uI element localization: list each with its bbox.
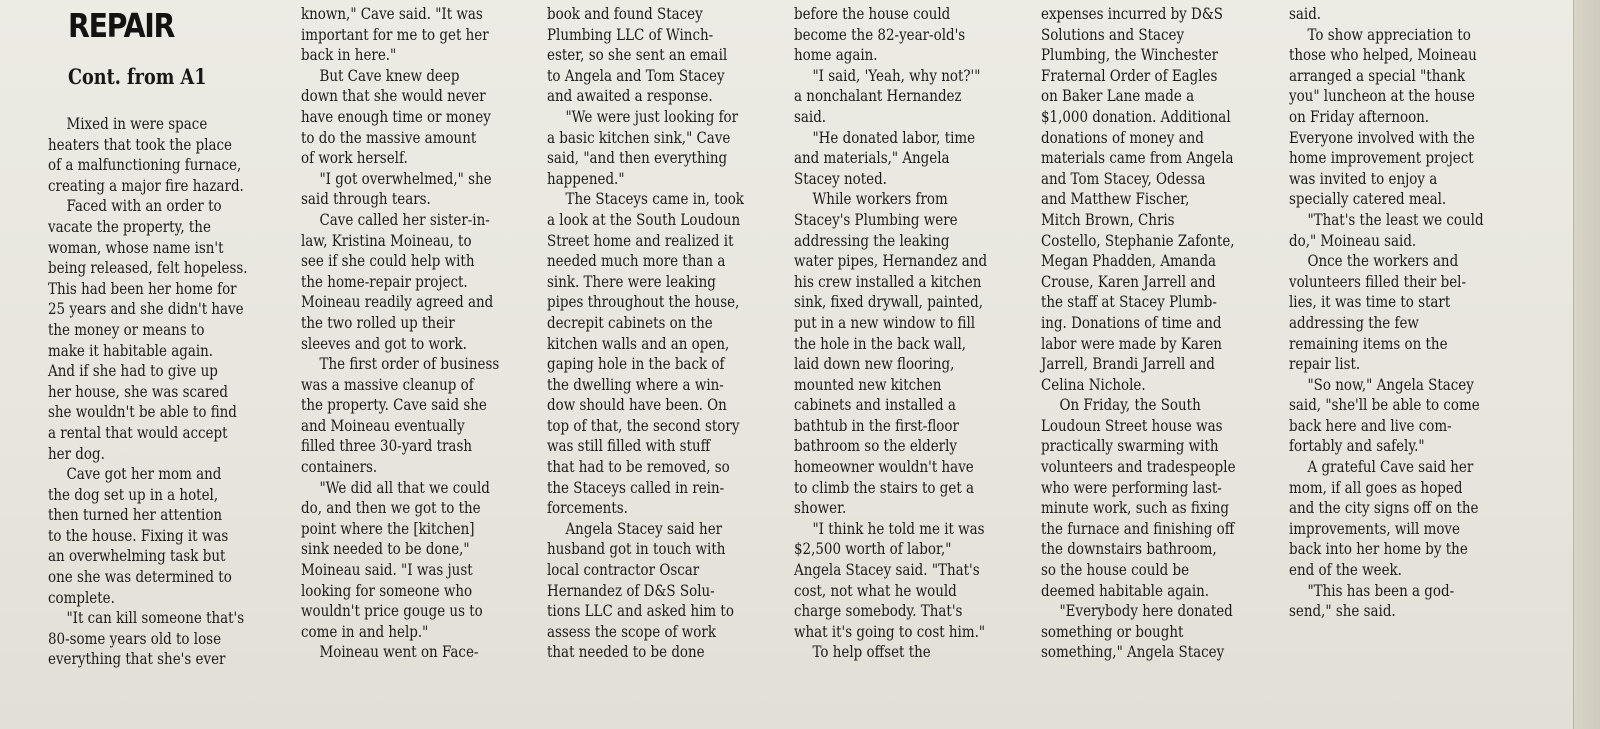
text-line: expenses incurred by D&S — [1041, 4, 1224, 23]
text-line: and materials," Angela — [794, 148, 950, 168]
text-line: was a massive cleanup of — [301, 374, 474, 394]
article-column-2 — [301, 4, 543, 663]
text-line: that needed to be done — [547, 642, 705, 662]
text-line: sleeves and got to work. — [301, 333, 467, 353]
text-line: book and found Stacey — [547, 4, 703, 23]
text-line: come in and help." — [301, 621, 429, 641]
text-line: Plumbing LLC of Winch- — [547, 24, 714, 44]
text-line: $1,000 donation. Additional — [1041, 106, 1231, 126]
text-line: and awaited a response. — [547, 86, 713, 106]
text-line: filled three 30-yard trash — [301, 436, 472, 456]
text-line: heaters that took the place — [48, 134, 232, 154]
text-line: home improvement project — [1289, 148, 1474, 168]
text-line: mom, if all goes as hoped — [1289, 477, 1463, 497]
text-line: Hernandez of D&S Solu- — [547, 580, 715, 600]
text-line: "I got overwhelmed," she — [319, 168, 492, 188]
text-line: back in here." — [301, 45, 397, 65]
text-line: To help offset the — [812, 642, 931, 662]
text-line: the downstairs bathroom, — [1041, 539, 1217, 559]
text-line: "It can kill someone that's — [66, 608, 245, 628]
text-line: cabinets and installed a — [794, 395, 956, 415]
text-line: become the 82-year-old's — [794, 24, 966, 44]
text-line: see if she could help with — [301, 251, 475, 271]
text-line: "Everybody here donated — [1059, 601, 1233, 621]
article-column-5 — [1041, 4, 1283, 663]
text-line: On Friday, the South — [1059, 395, 1201, 415]
text-line: law, Kristina Moineau, to — [301, 230, 472, 250]
text-line: shower. — [794, 498, 847, 518]
text-line: back here and live com- — [1289, 415, 1452, 435]
text-line: before the house could — [794, 4, 951, 23]
text-line: she wouldn't be able to find — [48, 402, 237, 422]
text-line: husband got in touch with — [547, 539, 726, 559]
text-line: the home-repair project. — [301, 271, 468, 291]
text-line: the property. Cave said she — [301, 395, 487, 415]
text-line: do, and then we got to the — [301, 498, 481, 518]
continuation-note: Cont. from A1 — [68, 64, 207, 89]
text-line: the two rolled up their — [301, 312, 455, 332]
text-line: do," Moineau said. — [1289, 230, 1417, 250]
text-line: charge somebody. That's — [794, 601, 963, 621]
text-line: And if she had to give up — [48, 361, 218, 381]
text-line: ing. Donations of time and — [1041, 312, 1222, 332]
text-line: Moineau readily agreed and — [301, 292, 494, 312]
text-line: Cave called her sister-in- — [319, 209, 490, 229]
text-line: something," Angela Stacey — [1041, 642, 1225, 662]
text-line: tions LLC and asked him to — [547, 601, 734, 621]
text-line: the Staceys called in rein- — [547, 477, 725, 497]
text-line: Solutions and Stacey — [1041, 24, 1185, 44]
text-line: Angela Stacey said. "That's — [794, 560, 980, 580]
text-line: addressing the few — [1289, 312, 1419, 332]
text-line: Street home and realized it — [547, 230, 734, 250]
text-line: Cave got her mom and — [66, 464, 222, 484]
text-line: "I said, 'Yeah, why not?'" — [812, 65, 981, 85]
text-line: gaping hole in the back of — [547, 354, 725, 374]
text-line: said. — [794, 106, 827, 126]
text-line: "That's the least we could — [1307, 209, 1484, 229]
text-line: improvements, will move — [1289, 518, 1460, 538]
text-line: volunteers filled their bel- — [1289, 271, 1466, 291]
text-line: arranged a special "thank — [1289, 65, 1466, 85]
text-line: assess the scope of work — [547, 621, 716, 641]
text-line: an overwhelming task but — [48, 546, 226, 566]
text-line: "I think he told me it was — [812, 518, 985, 538]
text-line: known," Cave said. "It was — [301, 4, 483, 23]
text-line: was invited to enjoy a — [1289, 168, 1438, 188]
text-line: a basic kitchen sink," Cave — [547, 127, 731, 147]
text-line: specially catered meal. — [1289, 189, 1447, 209]
text-line: a nonchalant Hernandez — [794, 86, 962, 106]
text-line: ester, so she sent an email — [547, 45, 728, 65]
text-line: bathroom so the elderly — [794, 436, 957, 456]
text-line: laid down new flooring, — [794, 354, 955, 374]
text-line: Jarrell, Brandi Jarrell and — [1041, 354, 1215, 374]
text-line: that had to be removed, so — [547, 457, 730, 477]
text-line: $2,500 worth of labor," — [794, 539, 952, 559]
text-line: The first order of business — [319, 354, 500, 374]
text-line: labor were made by Karen — [1041, 333, 1222, 353]
text-line: on Friday afternoon. — [1289, 106, 1430, 126]
text-line: end of the week. — [1289, 560, 1402, 580]
text-line: To show appreciation to — [1307, 24, 1471, 44]
text-line: said. — [1289, 4, 1322, 23]
text-line: This had been her home for — [48, 278, 237, 298]
text-line: home again. — [794, 45, 878, 65]
text-line: "So now," Angela Stacey — [1307, 374, 1474, 394]
text-line: the staff at Stacey Plumb- — [1041, 292, 1217, 312]
text-line: everything that she's ever — [48, 649, 226, 669]
text-line: pipes throughout the house, — [547, 292, 740, 312]
page-edge — [1573, 0, 1600, 729]
text-line: the dwelling where a win- — [547, 374, 724, 394]
text-line: so the house could be — [1041, 560, 1190, 580]
text-line: Loudoun Street house was — [1041, 415, 1223, 435]
text-line: her dog. — [48, 443, 105, 463]
text-line: While workers from — [812, 189, 948, 209]
text-line: Megan Phadden, Amanda — [1041, 251, 1217, 271]
text-line: and Moineau eventually — [301, 415, 465, 435]
text-line: make it habitable again. — [48, 340, 214, 360]
text-line: materials came from Angela — [1041, 148, 1234, 168]
text-line: those who helped, Moineau — [1289, 45, 1477, 65]
text-line: homeowner wouldn't have — [794, 457, 974, 477]
text-line: "He donated labor, time — [812, 127, 976, 147]
text-line: top of that, the second story — [547, 415, 740, 435]
article-column-1 — [48, 114, 290, 670]
text-line: and Tom Stacey, Odessa — [1041, 168, 1206, 188]
text-line: happened." — [547, 168, 625, 188]
text-line: lies, it was time to start — [1289, 292, 1451, 312]
text-line: fortably and safely." — [1289, 436, 1425, 456]
text-line: of a malfunctioning furnace, — [48, 155, 242, 175]
text-line: of work herself. — [301, 148, 408, 168]
text-line: the hole in the back wall, — [794, 333, 967, 353]
headline: REPAIR — [68, 6, 175, 45]
text-line: sink, fixed drywall, painted, — [794, 292, 983, 312]
text-line: "This has been a god- — [1307, 580, 1455, 600]
text-line: Costello, Stephanie Zafonte, — [1041, 230, 1235, 250]
text-line: said through tears. — [301, 189, 431, 209]
text-line: 80-some years old to lose — [48, 628, 222, 648]
text-line: said, "she'll be able to come — [1289, 395, 1480, 415]
text-line: Fraternal Order of Eagles — [1041, 65, 1218, 85]
text-line: kitchen walls and an open, — [547, 333, 730, 353]
text-line: Stacey noted. — [794, 168, 887, 188]
text-line: you" luncheon at the house — [1289, 86, 1475, 106]
text-line: have enough time or money — [301, 106, 491, 126]
text-line: to climb the stairs to get a — [794, 477, 975, 497]
text-line: Crouse, Karen Jarrell and — [1041, 271, 1216, 291]
text-line: one she was determined to — [48, 567, 232, 587]
text-line: to the house. Fixing it was — [48, 525, 229, 545]
text-line: water pipes, Hernandez and — [794, 251, 988, 271]
text-line: wouldn't price gouge us to — [301, 601, 483, 621]
text-line: important for me to get her — [301, 24, 489, 44]
text-line: point where the [kitchen] — [301, 518, 475, 538]
article-column-3 — [547, 4, 789, 663]
text-line: send," she said. — [1289, 601, 1396, 621]
text-line: a look at the South Loudoun — [547, 209, 741, 229]
text-line: Celina Nichole. — [1041, 374, 1146, 394]
text-line: needed much more than a — [547, 251, 726, 271]
text-line: decrepit cabinets on the — [547, 312, 713, 332]
text-line: Stacey's Plumbing were — [794, 209, 958, 229]
text-line: said, "and then everything — [547, 148, 728, 168]
text-line: Everyone involved with the — [1289, 127, 1475, 147]
text-line: woman, whose name isn't — [48, 237, 224, 257]
text-line: back into her home by the — [1289, 539, 1468, 559]
text-line: Mitch Brown, Chris — [1041, 209, 1175, 229]
text-line: put in a new window to fill — [794, 312, 976, 332]
text-line: something or bought — [1041, 621, 1184, 641]
text-line: deemed habitable again. — [1041, 580, 1210, 600]
text-line: creating a major fire hazard. — [48, 175, 244, 195]
text-line: Once the workers and — [1307, 251, 1459, 271]
text-line: the money or means to — [48, 319, 205, 339]
text-line: Mixed in were space — [66, 114, 208, 133]
text-line: what it's going to cost him." — [794, 621, 986, 641]
text-line: containers. — [301, 457, 378, 477]
text-line: complete. — [48, 587, 115, 607]
text-line: Plumbing, the Winchester — [1041, 45, 1219, 65]
article-column-6 — [1289, 4, 1531, 622]
text-line: to do the massive amount — [301, 127, 477, 147]
text-line: looking for someone who — [301, 580, 473, 600]
text-line: 25 years and she didn't have — [48, 299, 244, 319]
text-line: being released, felt hopeless. — [48, 258, 248, 278]
text-line: forcements. — [547, 498, 628, 518]
text-line: donations of money and — [1041, 127, 1204, 147]
text-line: minute work, such as fixing — [1041, 498, 1229, 518]
text-line: cost, not what he would — [794, 580, 957, 600]
text-line: Angela Stacey said her — [565, 518, 723, 538]
text-line: a rental that would accept — [48, 422, 228, 442]
text-line: Moineau went on Face- — [319, 642, 479, 662]
text-line: sink needed to be done," — [301, 539, 470, 559]
text-line: practically swarming with — [1041, 436, 1219, 456]
text-line: "We were just looking for — [565, 106, 739, 126]
text-line: and Matthew Fischer, — [1041, 189, 1190, 209]
text-line: addressing the leaking — [794, 230, 950, 250]
text-line: remaining items on the — [1289, 333, 1448, 353]
text-line: bathtub in the first-floor — [794, 415, 959, 435]
text-line: the dog set up in a hotel, — [48, 484, 219, 504]
text-line: on Baker Lane made a — [1041, 86, 1195, 106]
text-line: then turned her attention — [48, 505, 223, 525]
text-line: repair list. — [1289, 354, 1361, 374]
text-line: volunteers and tradespeople — [1041, 457, 1236, 477]
text-line: down that she would never — [301, 86, 486, 106]
text-line: and the city signs off on the — [1289, 498, 1479, 518]
text-line: "We did all that we could — [319, 477, 490, 497]
text-line: Moineau said. "I was just — [301, 560, 473, 580]
text-line: who were performing last- — [1041, 477, 1222, 497]
text-line: But Cave knew deep — [319, 65, 460, 85]
text-line: Faced with an order to — [66, 196, 222, 216]
text-line: his crew installed a kitchen — [794, 271, 982, 291]
text-line: mounted new kitchen — [794, 374, 942, 394]
text-line: to Angela and Tom Stacey — [547, 65, 725, 85]
article-column-4 — [794, 4, 1036, 663]
text-line: her house, she was scared — [48, 381, 228, 401]
text-line: The Staceys came in, took — [565, 189, 744, 209]
text-line: A grateful Cave said her — [1307, 457, 1474, 477]
text-line: the furnace and finishing off — [1041, 518, 1235, 538]
text-line: was still filled with stuff — [547, 436, 711, 456]
text-line: dow should have been. On — [547, 395, 727, 415]
text-line: local contractor Oscar — [547, 560, 700, 580]
text-line: sink. There were leaking — [547, 271, 716, 291]
text-line: vacate the property, the — [48, 216, 211, 236]
